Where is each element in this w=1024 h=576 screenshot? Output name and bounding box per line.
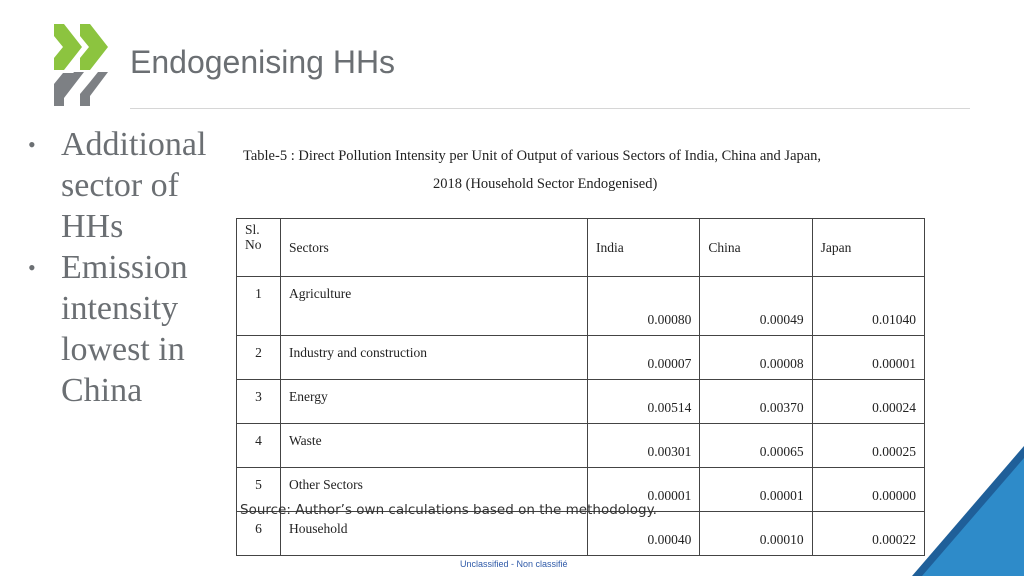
table-row [237,277,925,336]
logo-green-chevron-left [54,24,82,70]
table-row [237,336,925,380]
table-header-row [237,219,925,277]
table-caption-line2: 2018 (Household Sector Endogenised) [433,176,658,192]
row-india-value: 0.00301 [588,424,700,468]
row-china-value: 0.00049 [700,277,812,336]
row-china-value: 0.00065 [700,424,812,468]
row-china-value: 0.00008 [700,336,812,380]
row-japan-value: 0.00024 [812,380,924,424]
bullet-item [28,247,238,411]
row-china-value: 0.00010 [700,512,812,556]
table-row [237,512,925,556]
row-number: 3 [237,380,281,424]
bullet-text: Additional sector of HHs [61,126,207,245]
row-number: 5 [237,468,281,512]
row-india-value: 0.00514 [588,380,700,424]
logo-green-chevron-right [80,24,108,70]
row-india-value: 0.00080 [588,277,700,336]
header-sectors: Sectors [281,219,588,277]
row-india-value: 0.00001 [588,468,700,512]
row-sector: Other Sectors [281,468,588,512]
bullet-text: Emission intensity lowest in China [61,249,188,409]
row-number: 2 [237,336,281,380]
table-source-note: Source: Author’s own calculations based on the methodology. [240,502,657,518]
row-sector: Industry and construction [281,336,588,380]
header-japan: Japan [812,219,924,277]
header-china: China [700,219,812,277]
bullet-dot-icon: • [28,255,36,280]
row-japan-value: 0.00001 [812,336,924,380]
row-sector: Household [281,512,588,556]
row-number: 1 [237,277,281,336]
row-japan-value: 0.01040 [812,277,924,336]
row-sector: Waste [281,424,588,468]
row-japan-value: 0.00022 [812,512,924,556]
bullet-dot-icon: • [28,132,36,157]
bullet-item [28,124,238,247]
row-number: 6 [237,512,281,556]
row-china-value: 0.00370 [700,380,812,424]
table-row [237,424,925,468]
row-india-value: 0.00040 [588,512,700,556]
logo-gray-chevron-right [80,72,108,106]
oecd-chevron-logo [54,24,110,106]
slide-title: Endogenising HHs [130,44,396,80]
row-sector: Energy [281,380,588,424]
header-india: India [588,219,700,277]
title-divider [130,108,970,109]
row-japan-value: 0.00000 [812,468,924,512]
table-row [237,380,925,424]
row-sector: Agriculture [281,277,588,336]
row-india-value: 0.00007 [588,336,700,380]
classification-footer: Unclassified - Non classifié [460,559,568,569]
row-china-value: 0.00001 [700,468,812,512]
table-caption-line1: Table-5 : Direct Pollution Intensity per Unit of Output of various Sectors of India, China and Japan, [243,148,822,164]
row-japan-value: 0.00025 [812,424,924,468]
corner-decoration [912,446,1024,576]
bullet-list [28,124,238,411]
row-number: 4 [237,424,281,468]
header-sl-no: Sl. No [237,219,281,277]
